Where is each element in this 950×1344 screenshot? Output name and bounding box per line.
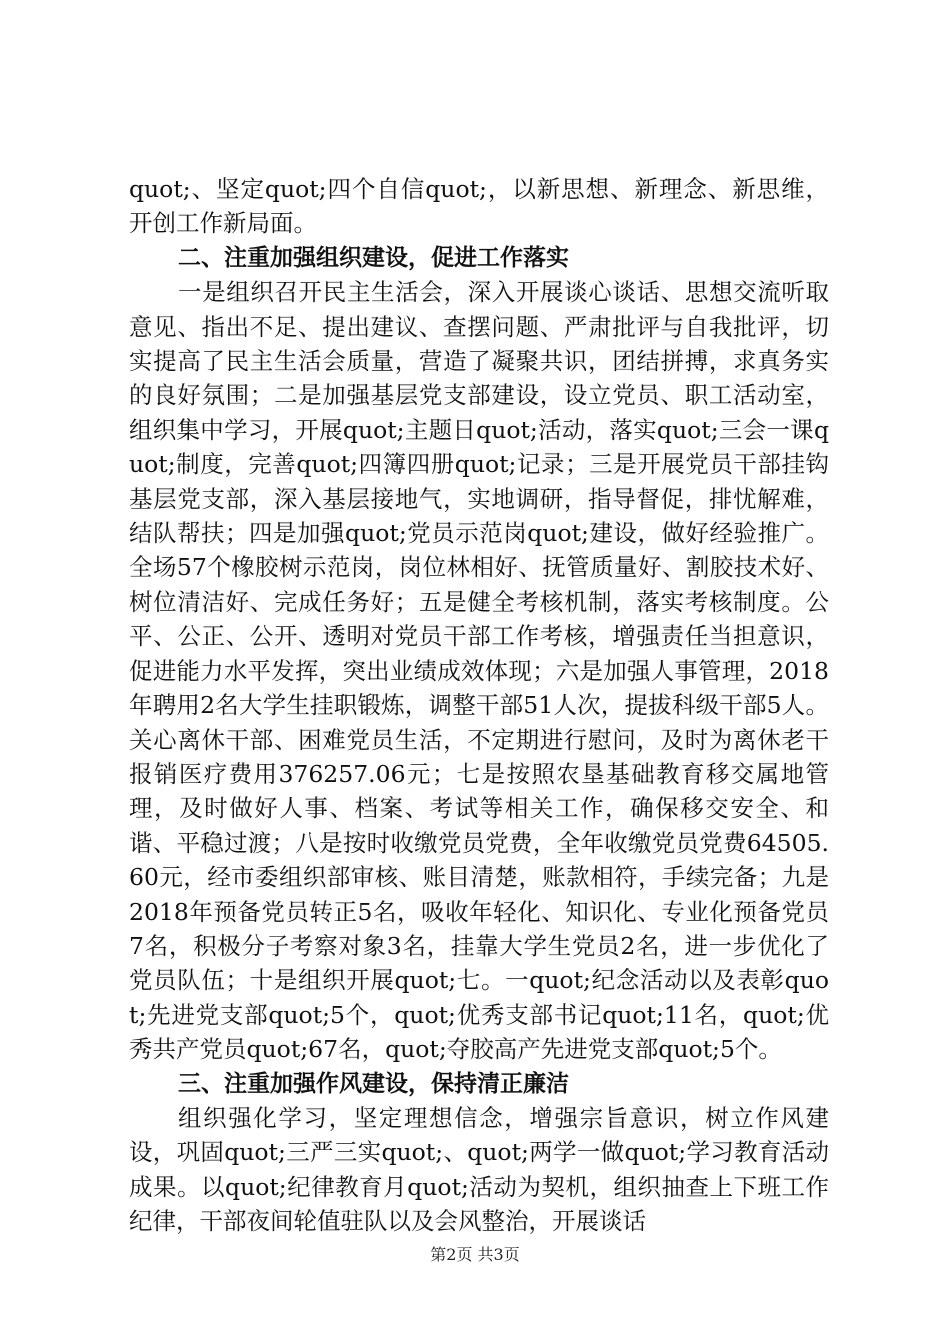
section-body-organization: 一是组织召开民主生活会，深入开展谈心谈话、思想交流听取意见、指出不足、提出建议、查摆问题、严肃批评与自我批评，切实提高了民主生活会质量，营造了凝聚共识，团结拼搏，求真务实的良好氛围；二是加强基层党支部建设，设立党员、职工活动室，组织集中学习，开展quot;主题日quot;活动，落实quot;三会一课quot;制度，完善quot;四簿四册quot;记录；三是开展党员干部挂钩基层党支部，深入基层接地气，实地调研，指导督促，排忧解难，结队帮扶；四是加强quot;党员示范岗quot;建设，做好经验推广。全场57个橡胶树示范岗，岗位林相好、抚管质量好、割胶技术好、树位清洁好、完成任务好；五是健全考核机制，落实考核制度。公平、公正、公开、透明对党员干部工作考核，增强责任当担意识，促进能力水平发挥，突出业绩成效体现；六是加强人事管理，2018年聘用2名大学生挂职锻炼，调整干部51人次，提拔科级干部5人。关心离休干部、困难党员生活，不定期进行慰问，及时为离休老干报销医疗费用376257.06元；七是按照农垦基础教育移交属地管理，及时做好人事、档案、考试等相关工作，确保移交安全、和谐、平稳过渡；八是按时收缴党员党费，全年收缴党员党费64505.60元，经市委组织部审核、账目清楚，账款相符，手续完备；九是2018年预备党员转正5名，吸收年轻化、知识化、专业化预备党员7名，积极分子考察对象3名，挂靠大学生党员2名，进一步优化了党员队伍；十是组织开展quot;七。一quot;纪念活动以及表彰quot;先进党支部quot;5个，quot;优秀支部书记quot;11名，quot;优秀共产党员quot;67名，quot;夺胶高产先进党支部quot;5个。 <box>129 278 829 1064</box>
section-body-work-style: 组织强化学习，坚定理想信念，增强宗旨意识，树立作风建设，巩固quot;三严三实quot;、quot;两学一做quot;学习教育活动成果。以quot;纪律教育月quot;活动为契机，组织抽查上下班工作纪律，干部夜间轮值驻队以及会风整治，开展谈话 <box>129 1103 829 1236</box>
page-number-footer: 第2页 共3页 <box>430 1245 520 1264</box>
section-heading-organization: 二、注重加强组织建设，促进工作落实 <box>178 244 569 271</box>
document-page <box>129 172 829 1239</box>
section-heading-work-style: 三、注重加强作风建设，保持清正廉洁 <box>178 1070 569 1097</box>
continuation-paragraph: quot;、坚定quot;四个自信quot;，以新思想、新理念、新思维，开创工作新局面。 <box>129 175 829 238</box>
